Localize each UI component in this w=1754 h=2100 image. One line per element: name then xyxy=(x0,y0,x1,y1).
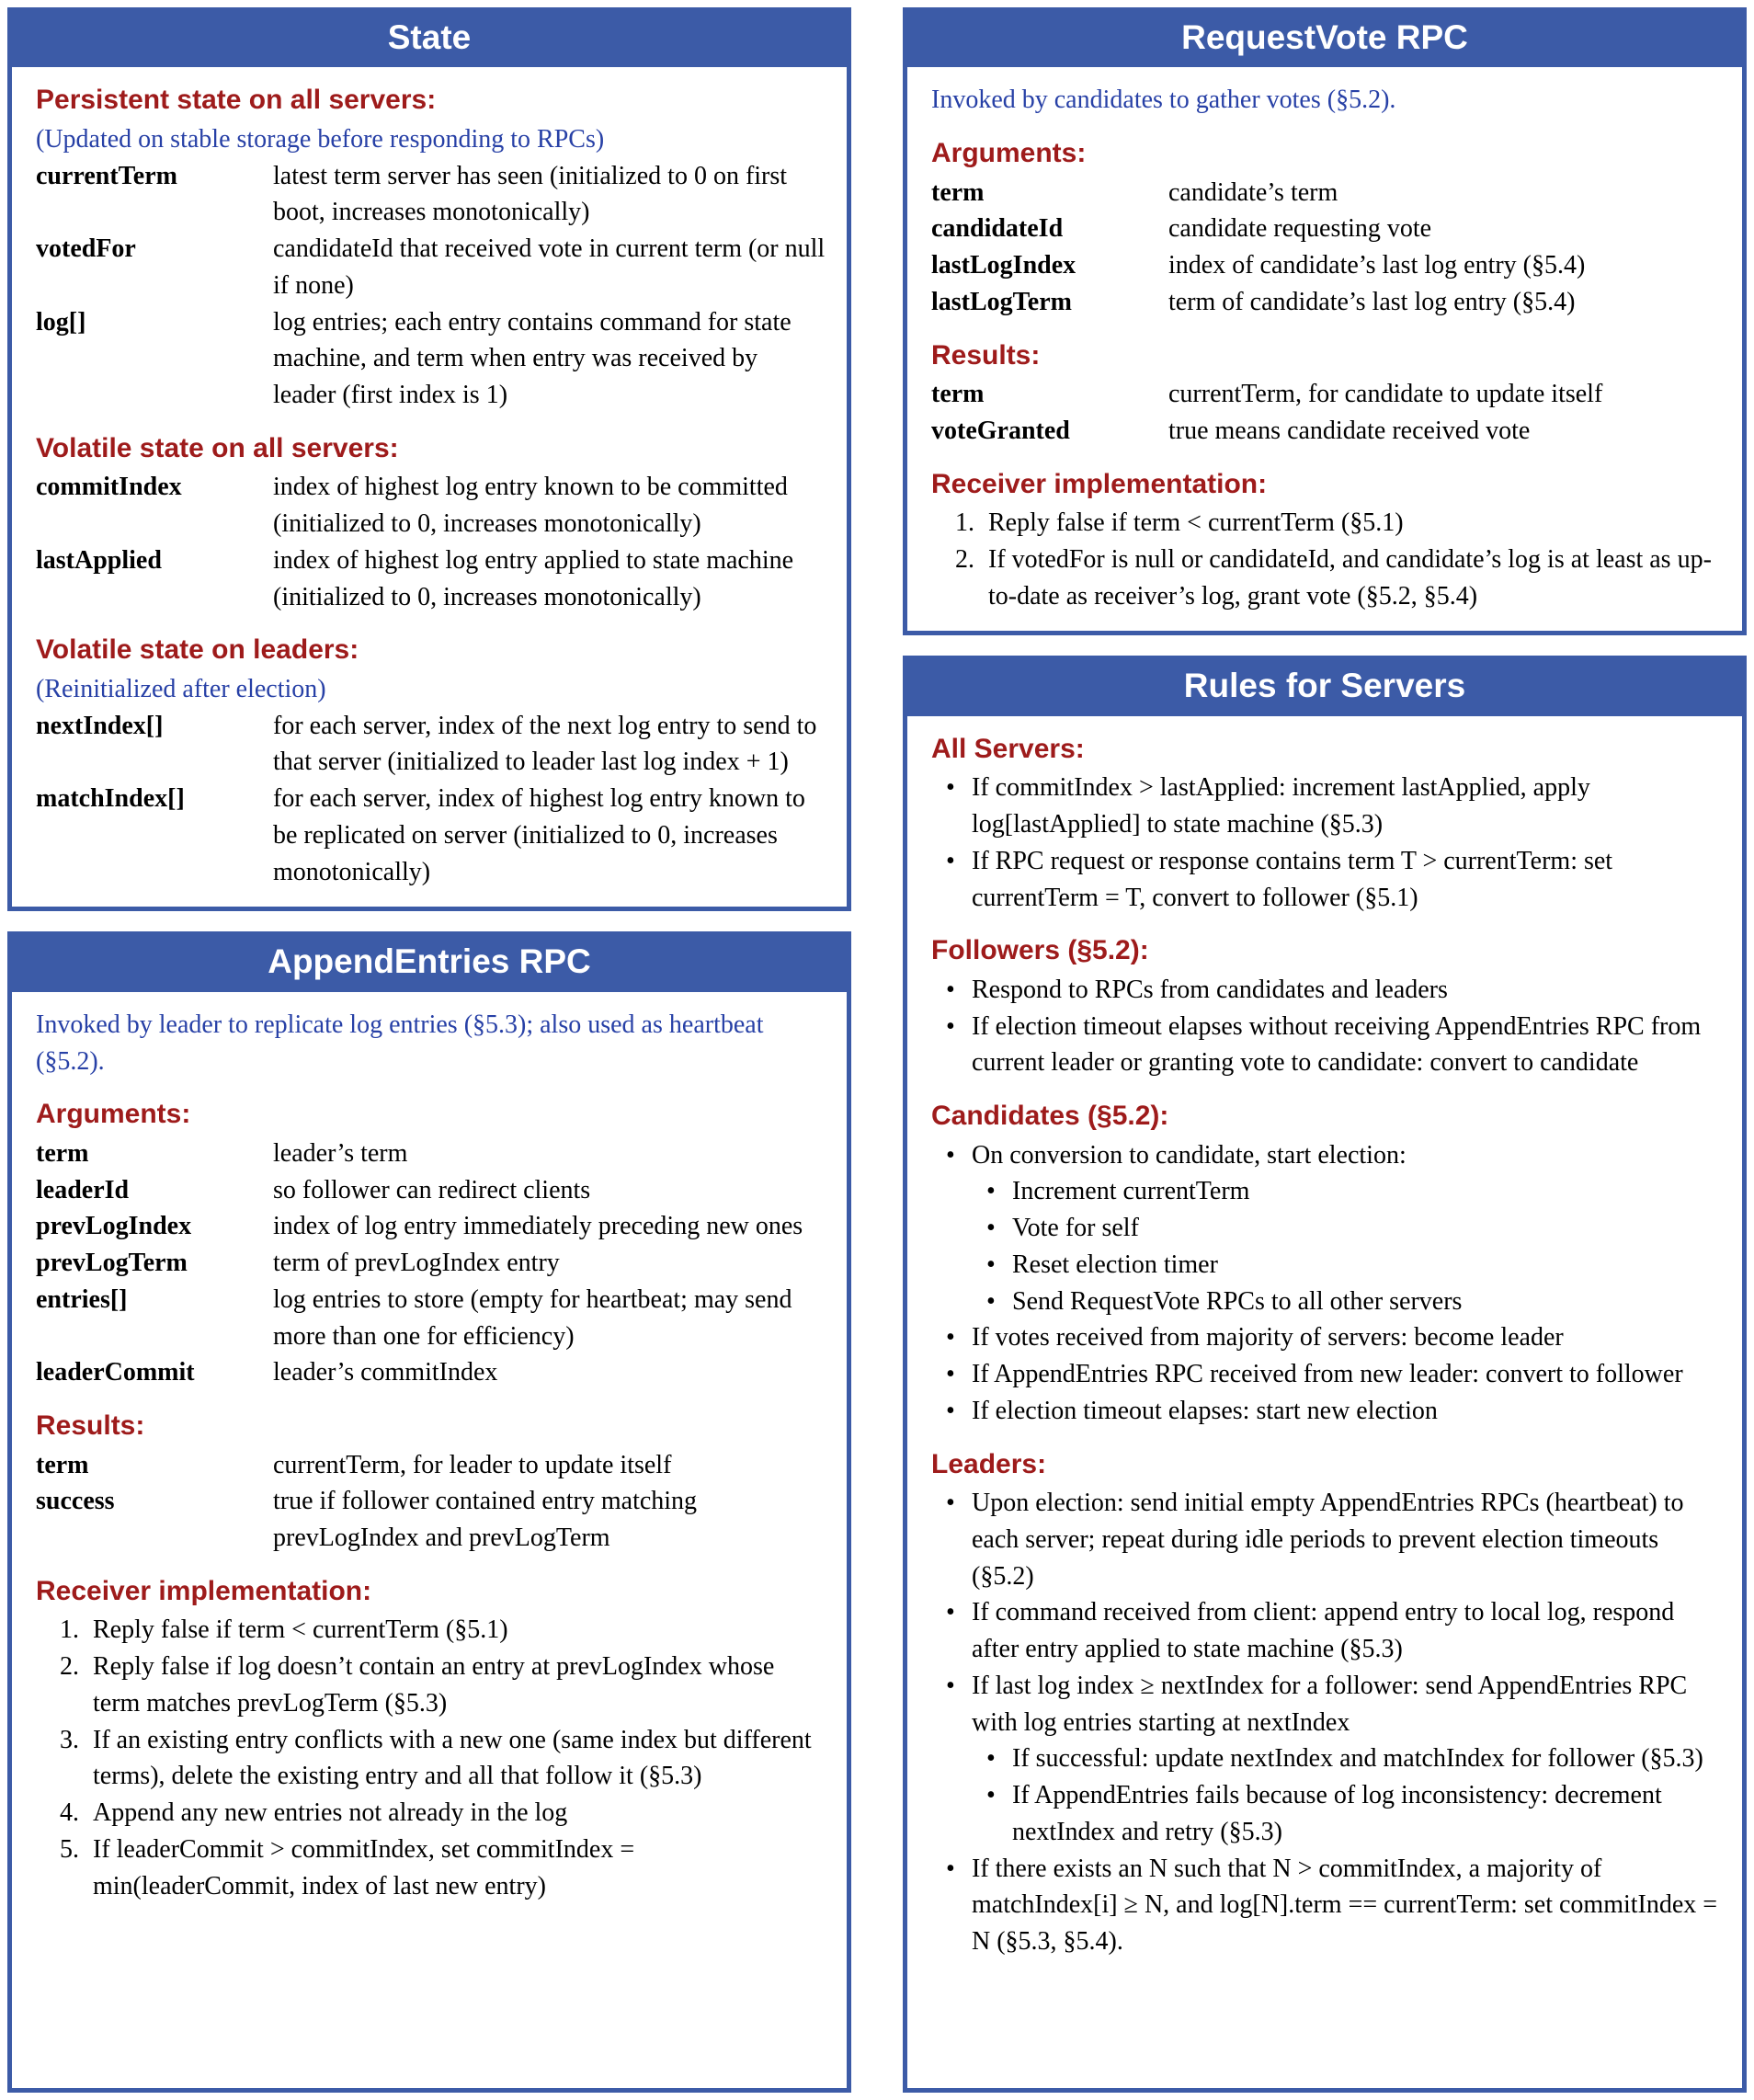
bullet-text: If AppendEntries fails because of log inconsistency: decrement nextIndex and retry (§5.3) xyxy=(1012,1781,1662,1846)
param-desc: currentTerm, for candidate to update itself xyxy=(1168,380,1603,409)
bullet-list xyxy=(972,1740,1722,1850)
bullet-item xyxy=(931,1319,1722,1356)
param-name: candidateId xyxy=(931,214,1064,244)
numbered-item: 4. Append any new entries not already in the log xyxy=(85,1795,826,1832)
bullet-text: If RPC request or response contains term T > currentTerm: set currentTerm = T, convert to follower (§5.1) xyxy=(972,846,1613,912)
section-heading: Results: xyxy=(931,339,1041,371)
bullet-item xyxy=(931,1485,1722,1594)
bullet-list xyxy=(931,1137,1722,1430)
section xyxy=(931,1098,1722,1430)
bullet-item xyxy=(972,1173,1722,1210)
param-desc: candidate’s term xyxy=(1168,177,1338,207)
params-table xyxy=(36,469,826,615)
right-column xyxy=(903,7,1747,2093)
param-desc: index of candidate’s last log entry (§5.4) xyxy=(1168,251,1586,280)
param-name: votedFor xyxy=(36,234,136,264)
param-desc: log entries to store (empty for heartbeat; may send more than one for efficiency) xyxy=(273,1284,792,1351)
bullet-item xyxy=(972,1740,1722,1777)
bullet-text: Upon election: send initial empty AppendEntries RPCs (heartbeat) to each server; repeat during idle periods to prevent election timeouts (§5.2) xyxy=(972,1489,1684,1591)
section xyxy=(931,731,1722,917)
param-name: lastApplied xyxy=(36,545,162,575)
bullet-item xyxy=(972,1284,1722,1320)
section-heading: All Servers: xyxy=(931,733,1085,764)
bullet-item xyxy=(931,843,1722,917)
bullet-text: If election timeout elapses: start new election xyxy=(972,1396,1438,1425)
bullet-text: Vote for self xyxy=(1012,1214,1139,1243)
param-desc: for each server, index of highest log entry known to be replicated on server (initialized to 0, increases monotonically) xyxy=(273,784,805,886)
numbered-item: 2. If votedFor is null or candidateId, and candidate’s log is at least as up-to-date as receiver’s log, grant vote (§5.2, §5.4) xyxy=(981,542,1722,615)
param-desc: candidateId that received vote in current term (or null if none) xyxy=(273,234,826,300)
bullet-text: If AppendEntries RPC received from new leader: convert to follower xyxy=(972,1360,1683,1389)
param-name: entries[] xyxy=(36,1284,128,1314)
section xyxy=(36,430,826,616)
numbered-item: 1. Reply false if term < currentTerm (§5.1) xyxy=(85,1612,826,1649)
param-name: commitIndex xyxy=(36,473,182,502)
bullet-list xyxy=(931,972,1722,1081)
param-desc: candidate requesting vote xyxy=(1168,214,1432,244)
numbered-item: 1. Reply false if term < currentTerm (§5.1) xyxy=(981,505,1722,542)
state-box xyxy=(7,7,851,911)
bullet-text: If last log index ≥ nextIndex for a follower: send AppendEntries RPC with log entries starting at nextIndex xyxy=(972,1671,1688,1737)
bullet-text: Respond to RPCs from candidates and leaders xyxy=(972,975,1448,1004)
param-desc: so follower can redirect clients xyxy=(273,1175,591,1204)
param-desc: true if follower contained entry matching prevLogIndex and prevLogTerm xyxy=(273,1487,698,1553)
bullet-text: If commitIndex > lastApplied: increment lastApplied, apply log[lastApplied] to state machine (§5.3) xyxy=(972,773,1590,839)
append-entries-rpc-box xyxy=(7,931,851,2093)
bullet-item xyxy=(931,1356,1722,1393)
bullet-item xyxy=(931,1393,1722,1430)
bullet-text: Increment currentTerm xyxy=(1012,1177,1250,1206)
param-name: voteGranted xyxy=(931,416,1070,445)
param-desc: latest term server has seen (initialized to 0 on first boot, increases monotonically) xyxy=(273,161,788,227)
param-name: currentTerm xyxy=(36,161,177,190)
param-desc: leader’s term xyxy=(273,1138,408,1168)
bullet-item xyxy=(931,1851,1722,1960)
bullet-text: Reset election timer xyxy=(1012,1250,1218,1279)
params-table xyxy=(36,708,826,891)
left-column xyxy=(7,7,851,2093)
section xyxy=(36,1096,826,1391)
bullet-text: If votes received from majority of servers: become leader xyxy=(972,1323,1564,1352)
numbered-item: 3. If an existing entry conflicts with a new one (same index but different terms), delete the existing entry and all that follow it (§5.3) xyxy=(85,1722,826,1796)
section xyxy=(931,932,1722,1081)
params-table xyxy=(931,376,1722,450)
bullet-text: If command received from client: append entry to local log, respond after entry applied to state machine (§5.3) xyxy=(972,1598,1675,1664)
section-heading: Candidates (§5.2): xyxy=(931,1101,1169,1132)
param-name: nextIndex[] xyxy=(36,711,164,740)
bullet-item xyxy=(972,1210,1722,1247)
params-table xyxy=(36,158,826,414)
param-desc: index of highest log entry applied to state machine (initialized to 0, increases monotonically) xyxy=(273,545,794,611)
section-note: (Updated on stable storage before responding to RPCs) xyxy=(36,124,605,154)
section-note: (Reinitialized after election) xyxy=(36,674,326,703)
bullet-item xyxy=(931,1668,1722,1851)
bullet-text: If successful: update nextIndex and matchIndex for follower (§5.3) xyxy=(1012,1744,1703,1774)
state-box-title: State xyxy=(12,12,847,67)
section xyxy=(931,135,1722,321)
section-heading: Leaders: xyxy=(931,1448,1047,1479)
request-vote-rpc-box xyxy=(903,7,1747,635)
bullet-text: Send RequestVote RPCs to all other servers xyxy=(1012,1286,1463,1316)
append-entries-rpc-box-body xyxy=(12,992,847,2088)
bullet-item xyxy=(931,1594,1722,1668)
bullet-text: If election timeout elapses without receiving AppendEntries RPC from current leader or granting vote to candidate: convert to candidate xyxy=(972,1011,1702,1078)
section-heading: Followers (§5.2): xyxy=(931,935,1149,966)
section-heading: Arguments: xyxy=(931,138,1087,169)
section xyxy=(931,466,1722,615)
param-name: prevLogIndex xyxy=(36,1212,192,1241)
param-name: log[] xyxy=(36,307,86,337)
param-desc: leader’s commitIndex xyxy=(273,1358,498,1387)
param-name: lastLogIndex xyxy=(931,251,1076,280)
param-name: lastLogTerm xyxy=(931,287,1072,316)
append-entries-rpc-box-title: AppendEntries RPC xyxy=(12,936,847,991)
param-name: term xyxy=(36,1450,89,1479)
bullet-text: On conversion to candidate, start election: xyxy=(972,1140,1407,1170)
bullet-item xyxy=(931,770,1722,843)
bullet-item xyxy=(972,1777,1722,1851)
numbered-list xyxy=(931,505,1722,614)
bullet-item xyxy=(931,1137,1722,1320)
section-heading: Results: xyxy=(36,1410,145,1442)
section-heading: Persistent state on all servers: xyxy=(36,85,437,116)
request-vote-rpc-box-body xyxy=(907,67,1742,631)
bullet-item xyxy=(931,1009,1722,1082)
section xyxy=(36,1408,826,1557)
params-table xyxy=(36,1447,826,1557)
bullet-list xyxy=(931,770,1722,916)
rules-for-servers-box xyxy=(903,656,1747,2093)
bullet-item xyxy=(972,1247,1722,1284)
rules-for-servers-box-body xyxy=(907,716,1742,2088)
param-desc: index of highest log entry known to be committed (initialized to 0, increases monotonically) xyxy=(273,473,788,539)
section-heading: Receiver implementation: xyxy=(931,468,1268,499)
section-heading: Arguments: xyxy=(36,1099,191,1130)
bullet-list xyxy=(931,1485,1722,1960)
param-desc: currentTerm, for leader to update itself xyxy=(273,1450,672,1479)
section-heading: Receiver implementation: xyxy=(36,1575,372,1606)
param-name: leaderId xyxy=(36,1175,130,1204)
param-name: term xyxy=(931,177,985,207)
param-name: term xyxy=(36,1138,89,1168)
box-intro: Invoked by leader to replicate log entries (§5.3); also used as heartbeat (§5.2). xyxy=(36,1010,764,1076)
numbered-item: 2. Reply false if log doesn’t contain an entry at prevLogIndex whose term matches prevLogTerm (§5.3) xyxy=(85,1649,826,1722)
section xyxy=(36,1573,826,1905)
params-table xyxy=(931,175,1722,321)
param-name: prevLogTerm xyxy=(36,1249,188,1278)
section-heading: Volatile state on leaders: xyxy=(36,634,359,666)
params-table xyxy=(36,1136,826,1391)
param-desc: index of log entry immediately preceding new ones xyxy=(273,1212,803,1241)
state-box-body xyxy=(12,67,847,907)
section xyxy=(931,1446,1722,1960)
param-desc: log entries; each entry contains command for state machine, and term when entry was received by leader (first index is 1) xyxy=(273,307,792,410)
param-desc: true means candidate received vote xyxy=(1168,416,1531,445)
section xyxy=(931,337,1722,450)
request-vote-rpc-box-title: RequestVote RPC xyxy=(907,12,1742,67)
numbered-list xyxy=(36,1612,826,1904)
rules-for-servers-box-title: Rules for Servers xyxy=(907,660,1742,715)
section xyxy=(36,82,826,414)
param-desc: for each server, index of the next log entry to send to that server (initialized to leader last log index + 1) xyxy=(273,711,817,777)
section xyxy=(36,632,826,890)
param-name: leaderCommit xyxy=(36,1358,195,1387)
box-intro: Invoked by candidates to gather votes (§5.2). xyxy=(931,86,1396,115)
param-name: term xyxy=(931,380,985,409)
param-desc: term of candidate’s last log entry (§5.4) xyxy=(1168,287,1576,316)
param-name: matchIndex[] xyxy=(36,784,185,814)
section-heading: Volatile state on all servers: xyxy=(36,432,399,463)
bullet-text: If there exists an N such that N > commitIndex, a majority of matchIndex[i] ≥ N, and log[N].term == currentTerm: set commitIndex = N (§5.3, §5.4). xyxy=(972,1854,1718,1957)
numbered-item: 5. If leaderCommit > commitIndex, set commitIndex = min(leaderCommit, index of last new entry) xyxy=(85,1832,826,1905)
bullet-item xyxy=(931,972,1722,1009)
bullet-list xyxy=(972,1173,1722,1319)
param-name: success xyxy=(36,1487,115,1516)
param-desc: term of prevLogIndex entry xyxy=(273,1249,560,1278)
